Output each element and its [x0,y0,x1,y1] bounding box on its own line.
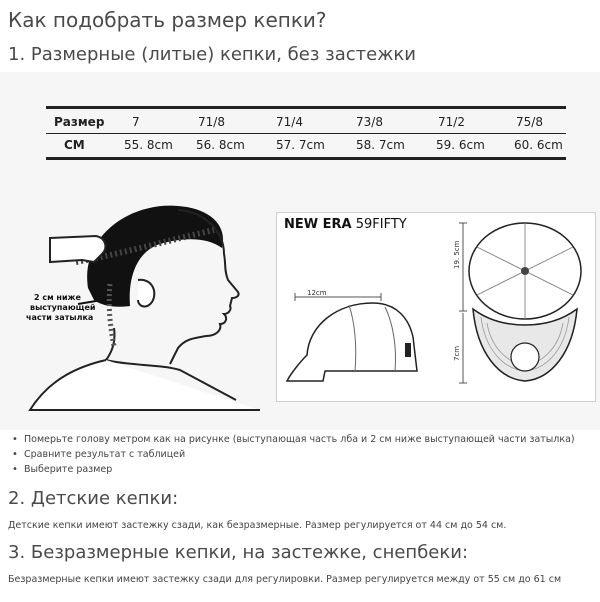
cm-cell: 57. 7cm [276,138,325,152]
cap-brand: NEW ERA [284,217,352,232]
cap-dim-visor: 7cm [453,345,461,361]
cap-button [521,267,529,275]
table-bottom-rule [46,157,566,160]
cap-logo-tab [405,343,411,357]
size-cell: 71/4 [276,115,303,129]
size-cell: 71/8 [198,115,225,129]
head-measuring-illustration [10,196,260,416]
section-1-heading: 1. Размерные (литые) кепки, без застежки [8,44,416,65]
cap-dim-top: 19. 5cm [453,240,461,269]
table-top-rule [46,106,566,109]
table-row-sizes [46,111,566,133]
cm-cell: 59. 6cm [436,138,485,152]
size-cell: 7 [132,115,140,129]
cap-side-crown [307,303,417,371]
row-label-size: Размер [54,115,105,129]
page-title: Как подобрать размер кепки? [8,8,327,32]
shoulder-outline [30,360,260,410]
cm-cell: 55. 8cm [124,138,173,152]
size-cell: 71/2 [438,115,465,129]
size-cell: 73/8 [356,115,383,129]
cap-model: 59FIFTY [355,217,407,232]
head-note-line1: 2 см ниже [34,293,81,302]
cm-cell: 56. 8cm [196,138,245,152]
size-cell: 75/8 [516,115,543,129]
list-item: • Сравните результат с таблицей [8,447,575,462]
table-row-cm [46,134,566,156]
section-2-heading: 2. Детские кепки: [8,488,179,509]
head-note-line2: выступающей [30,303,96,312]
cap-diagram [277,213,593,399]
cap-dim-width: 12cm [307,289,327,297]
ear [138,280,154,307]
head-note-line3: части затылка [26,313,94,322]
list-item: • Померьте голову метром как на рисунке (выступающая часть лба и 2 см ниже выступающей части затылка) [8,432,575,447]
section-2-text: Детские кепки имеют застежку сзади, как безразмерные. Размер регулируется от 44 см до 54 см. [8,520,507,531]
measuring-tips-list [8,432,575,477]
section-3-text: Безразмерные кепки имеют застежку сзади для регулировки. Размер регулируется между от 55 см до 61 см [8,574,562,585]
row-label-cm: CM [64,138,85,152]
cm-cell: 60. 6cm [514,138,563,152]
section-3-heading: 3. Безразмерные кепки, на застежке, снепбеки: [8,542,469,563]
cap-sweatband-marker [511,343,539,371]
hand [50,236,105,262]
list-item: • Выберите размер [8,462,575,477]
cm-cell: 58. 7cm [356,138,405,152]
